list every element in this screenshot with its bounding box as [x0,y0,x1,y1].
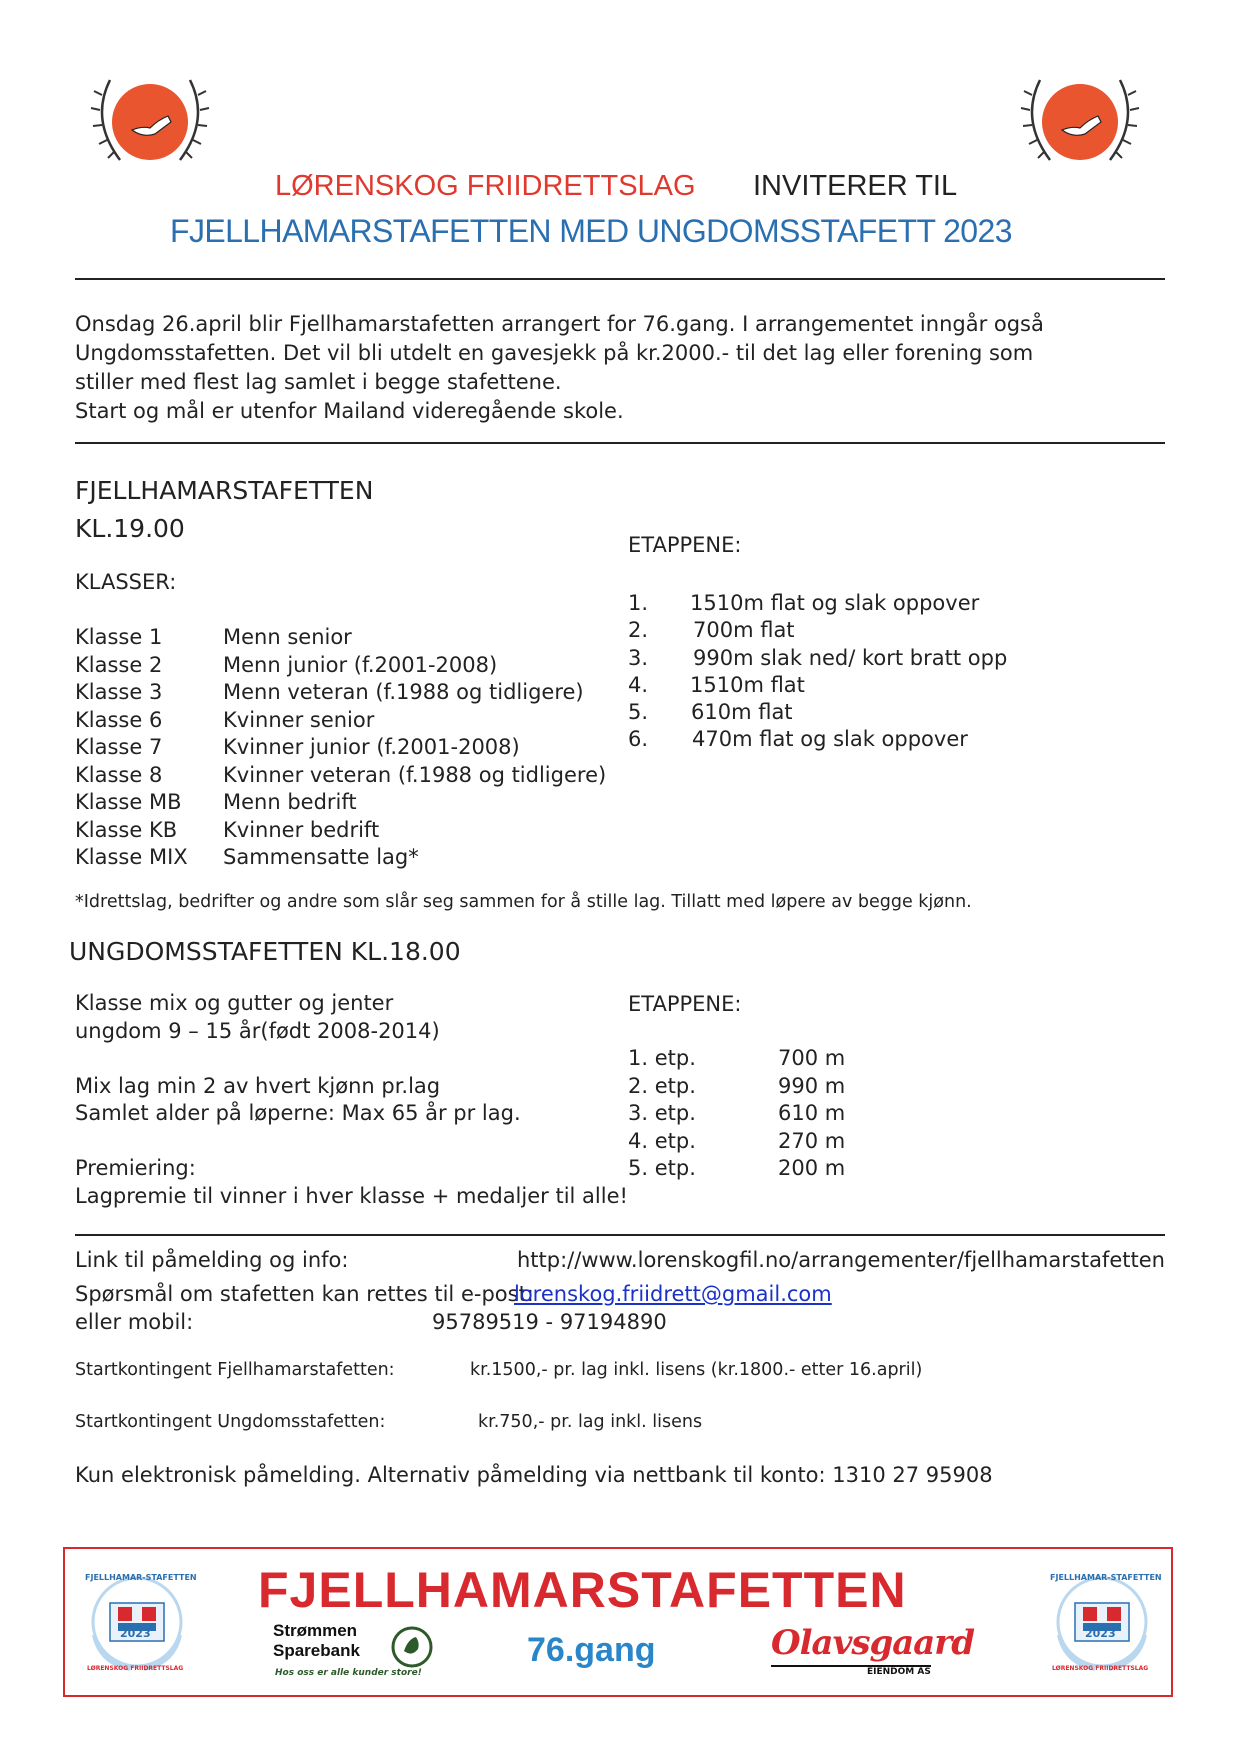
divider-contact [75,1234,1165,1236]
ungdom-info-line: Samlet alder på løperne: Max 65 år pr lag. [75,1101,521,1125]
list-item: 1. 1510m flat og slak oppover [628,591,980,615]
classes-list [75,624,606,872]
club-logo-left-icon [80,60,220,180]
fee-ungdom-label: Startkontingent Ungdomsstafetten: [75,1412,386,1432]
list-item: Klasse 1 Menn senior [75,625,352,649]
emblem-left-top: FJELLHAMAR-STAFETTEN [85,1573,197,1582]
ungdom-info-line: Premiering: [75,1156,196,1180]
emblem-right-icon [1045,1565,1160,1680]
stages-heading: ETAPPENE: [628,533,742,557]
mobile-numbers: 95789519 - 97194890 [432,1310,667,1334]
list-item: Klasse MIX Sammensatte lag* [75,845,419,869]
list-item: 3. 990m slak ned/ kort bratt opp [628,645,1008,670]
list-item: 1. etp. 700 m [628,1046,846,1070]
classes-footnote: *Idrettslag, bedrifter og andre som slår seg sammen for å stille lag. Tillatt med løpere av begge kjønn. [75,892,972,912]
ungdom-info [75,990,628,1210]
divider-top [75,278,1165,280]
sponsor2-name: Olavsgaard [771,1623,974,1663]
banner-title: FJELLHAMARSTAFETTEN [258,1562,907,1618]
list-item: 2. etp. 990 m [628,1073,846,1098]
event-title: FJELLHAMARSTAFETTEN MED UNGDOMSSTAFETT 2023 [170,213,1012,249]
invites-text: INVITERER TIL [753,170,958,202]
registration-link[interactable]: http://www.lorenskogfil.no/arrangementer/fjellhamarstafetten [517,1248,1165,1272]
emblem-left-year: 2023 [120,1627,151,1640]
link-label: Link til påmelding og info: [75,1248,349,1272]
payment-note: Kun elektronisk påmelding. Alternativ påmelding via nettbank til konto: 1310 27 95908 [75,1463,993,1487]
list-item: 4. etp. 270 m [628,1128,846,1153]
ungdom-stages-list [628,1045,845,1183]
list-item: Klasse KB Kvinner bedrift [75,817,380,842]
ungdom-info-line: Lagpremie til vinner i hver klasse + medaljer til alle! [75,1183,628,1208]
email-label: Spørsmål om stafetten kan rettes til e-post: [75,1282,534,1306]
mobile-label: eller mobil: [75,1310,194,1334]
emblem-right-top: FJELLHAMAR-STAFETTEN [1050,1573,1162,1582]
list-item: 3. etp. 610 m [628,1101,846,1125]
fjellhamar-time: KL.19.00 [75,514,185,543]
list-item: Klasse 3 Menn veteran (f.1988 og tidligere) [75,680,584,704]
list-item: 5. etp. 200 m [628,1156,846,1180]
list-item: Klasse 7 Kvinner junior (f.2001-2008) [75,735,520,759]
sponsor2-sub: EIENDOM AS [867,1667,931,1677]
intro-line: Start og mål er utenfor Mailand videregående skole. [75,399,624,423]
stages-list [628,590,1007,754]
list-item: 5. 610m flat [628,700,793,725]
org-name: LØRENSKOG FRIIDRETTSLAG [275,170,696,202]
ungdom-info-line: Klasse mix og gutter og jenter [75,991,394,1015]
fjellhamar-title: FJELLHAMARSTAFETTEN [75,476,374,505]
sponsor1-line1: Strømmen [273,1621,358,1640]
emblem-left-icon [80,1565,195,1680]
list-item: Klasse MB Menn bedrift [75,790,357,814]
club-logo-right-icon [1010,60,1150,180]
email-link[interactable]: lorenskog.friidrett@gmail.com [514,1282,832,1306]
ungdom-info-line [75,1045,628,1073]
intro-line: Ungdomsstafetten. Det vil bli utdelt en gavesjekk på kr.2000.- til det lag eller forening som [75,341,1034,365]
classes-heading: KLASSER: [75,570,177,594]
emblem-right-bottom: LØRENSKOG FRIIDRETTSLAG [1052,1665,1149,1672]
list-item: Klasse 8 Kvinner veteran (f.1988 og tidligere) [75,762,607,787]
list-item: 4. 1510m flat [628,672,805,697]
divider-intro [75,442,1165,444]
fee-fjellhamar: kr.1500,- pr. lag inkl. lisens (kr.1800.- etter 16.april) [470,1360,923,1380]
emblem-left-bottom: LØRENSKOG FRIIDRETTSLAG [87,1665,184,1672]
ungdom-info-line [75,1128,628,1156]
intro-line: stiller med flest lag samlet i begge stafettene. [75,370,562,394]
ungdom-stages-heading: ETAPPENE: [628,992,742,1016]
ungdom-info-line: ungdom 9 – 15 år(født 2008-2014) [75,1018,440,1043]
ungdom-title: UNGDOMSSTAFETTEN KL.18.00 [69,937,461,966]
list-item: 6. 470m flat og slak oppover [628,727,968,752]
intro-line: Onsdag 26.april blir Fjellhamarstafetten arrangert for 76.gang. I arrangementet inngår også [75,312,1044,336]
edition-text: 76.gang [527,1631,656,1669]
sponsor1-slogan: Hos oss er alle kunder store! [275,1668,422,1678]
list-item: 2. 700m flat [628,618,795,643]
sponsor1-logo-icon [390,1625,434,1669]
ungdom-info-line: Mix lag min 2 av hvert kjønn pr.lag [75,1073,441,1098]
sponsor-banner [63,1547,1173,1697]
intro-text [75,310,1044,426]
list-item: Klasse 2 Menn junior (f.2001-2008) [75,652,498,677]
list-item: Klasse 6 Kvinner senior [75,707,375,732]
sponsor1-line2: Sparebank [273,1641,360,1660]
emblem-right-year: 2023 [1085,1627,1116,1640]
fee-fjellhamar-label: Startkontingent Fjellhamarstafetten: [75,1360,395,1380]
fee-ungdom: kr.750,- pr. lag inkl. lisens [478,1412,703,1432]
